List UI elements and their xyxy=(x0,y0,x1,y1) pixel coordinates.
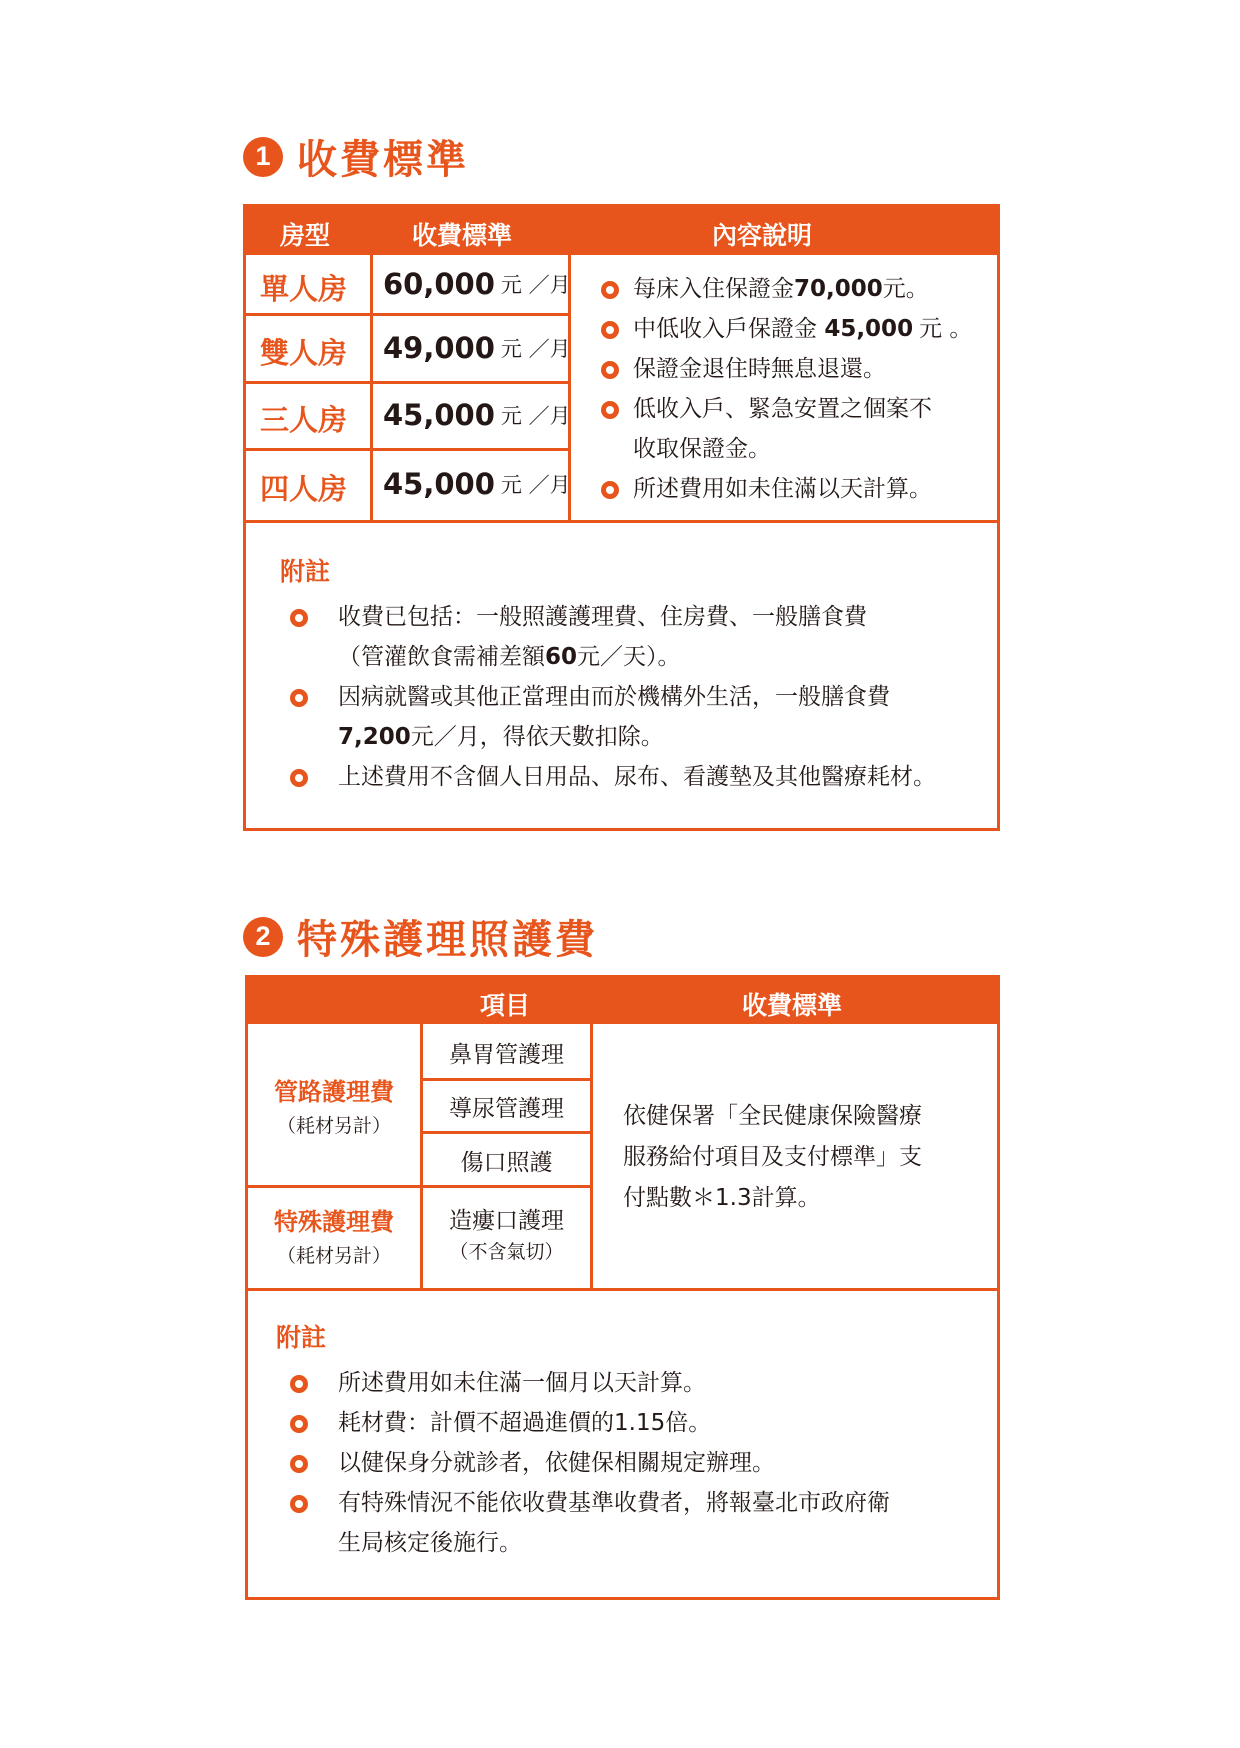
fee-amount: 49,000 xyxy=(383,331,495,365)
fee-unit: 元 ／月 xyxy=(500,404,571,428)
fee-value xyxy=(383,398,571,432)
divider xyxy=(420,1078,593,1081)
item-stoma: 造瘻口護理 （不含氣切） xyxy=(449,1208,564,1263)
section-number-badge: 2 xyxy=(243,917,283,957)
bullet-icon xyxy=(290,1455,308,1473)
section1-heading xyxy=(243,128,469,185)
fee-unit: 元 ／月 xyxy=(500,473,571,497)
note-item: 耗材費：計價不超過進價的1.15倍。 xyxy=(290,1403,970,1443)
table-header-bar xyxy=(246,207,997,255)
bullet-icon xyxy=(601,481,619,499)
fee-value xyxy=(383,467,571,501)
note-item: 有特殊情況不能依收費基準收費者，將報臺北市政府衛 生局核定後施行。 xyxy=(290,1483,970,1563)
desc-item: 所述費用如未住滿以天計算。 xyxy=(601,469,991,509)
bullet-icon xyxy=(601,361,619,379)
bullet-icon xyxy=(601,281,619,299)
note-item: 以健保身分就診者，依健保相關規定辦理。 xyxy=(290,1443,970,1483)
fee-amount: 60,000 xyxy=(383,267,495,301)
divider xyxy=(420,1131,593,1134)
section-number-badge: 1 xyxy=(243,137,283,177)
room-type-double: 雙人房 xyxy=(260,336,348,370)
item-catheter: 導尿管護理 xyxy=(449,1096,564,1122)
header-item: 項目 xyxy=(480,991,531,1020)
desc-item: 低收入戶、緊急安置之個案不 收取保證金。 xyxy=(601,389,991,469)
section-title: 特殊護理照護費 xyxy=(297,917,598,963)
bullet-icon xyxy=(290,1415,308,1433)
bullet-icon xyxy=(601,401,619,419)
note-item: 收費已包括：一般照護護理費、住房費、一般膳食費 （管灌飲食需補差額60元／天）。 xyxy=(290,597,970,677)
notes-list xyxy=(290,1363,970,1563)
room-type-quad: 四人房 xyxy=(260,472,348,506)
category-tube-care: 管路護理費 （耗材另計） xyxy=(274,1078,394,1137)
item-ng-tube: 鼻胃管護理 xyxy=(449,1042,564,1068)
note-item: 因病就醫或其他正當理由而於機構外生活，一般膳食費 7,200元／月，得依天數扣除。 xyxy=(290,677,970,757)
item-wound: 傷口照護 xyxy=(460,1150,553,1176)
desc-item: 每床入住保證金70,000元。 xyxy=(601,269,991,309)
bullet-icon xyxy=(601,321,619,339)
notes-list xyxy=(290,597,970,797)
header-room-type: 房型 xyxy=(280,221,331,250)
fee-standard-text: 依健保署「全民健康保險醫療 服務給付項目及支付標準」支 付點數＊1.3計算。 xyxy=(623,1103,922,1211)
header-desc: 內容說明 xyxy=(712,221,813,250)
note-item: 上述費用不含個人日用品、尿布、看護墊及其他醫療耗材。 xyxy=(290,757,970,797)
desc-item: 中低收入戶保證金 45,000 元 。 xyxy=(601,309,991,349)
header-fee: 收費標準 xyxy=(412,221,513,250)
divider xyxy=(246,448,571,451)
room-type-triple: 三人房 xyxy=(260,403,348,437)
divider xyxy=(370,255,373,522)
divider xyxy=(248,1185,593,1188)
fee-value xyxy=(383,331,571,365)
fee-unit: 元 ／月 xyxy=(500,337,571,361)
table-header-bar xyxy=(248,978,997,1024)
note-label: 附註 xyxy=(276,1323,327,1352)
bullet-icon xyxy=(290,1375,308,1393)
bullet-icon xyxy=(290,1495,308,1513)
fee-amount: 45,000 xyxy=(383,398,495,432)
fee-value xyxy=(383,267,571,301)
fee-amount: 45,000 xyxy=(383,467,495,501)
divider xyxy=(590,1024,593,1291)
special-care-table xyxy=(245,975,1000,1600)
fee-table xyxy=(243,204,1000,831)
divider xyxy=(246,313,571,316)
note-item: 所述費用如未住滿一個月以天計算。 xyxy=(290,1363,970,1403)
bullet-icon xyxy=(290,609,308,627)
divider xyxy=(248,1288,997,1291)
fee-unit: 元 ／月 xyxy=(500,273,571,297)
section2-heading xyxy=(243,908,598,965)
room-type-single: 單人房 xyxy=(260,272,348,306)
bullet-icon xyxy=(290,769,308,787)
bullet-icon xyxy=(290,689,308,707)
header-fee: 收費標準 xyxy=(742,991,843,1020)
section-title: 收費標準 xyxy=(297,137,469,183)
note-label: 附註 xyxy=(280,557,331,586)
category-special-care: 特殊護理費 （耗材另計） xyxy=(274,1208,394,1267)
desc-list xyxy=(601,269,991,509)
divider xyxy=(246,520,997,523)
desc-item: 保證金退住時無息退還。 xyxy=(601,349,991,389)
divider xyxy=(246,381,571,384)
